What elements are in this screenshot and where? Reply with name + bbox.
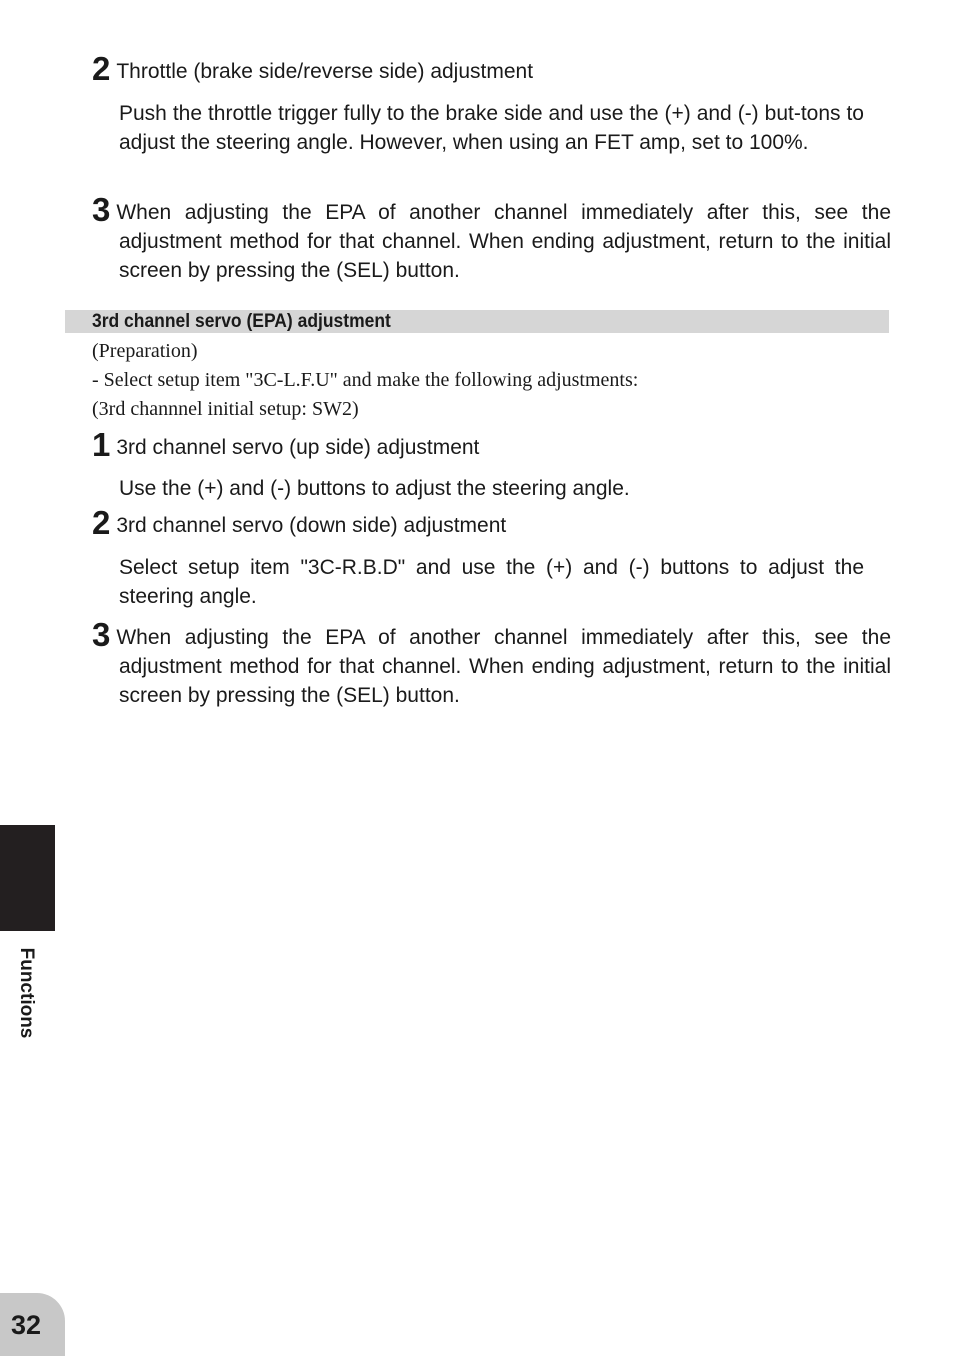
step-2b-body: Select setup item "3C-R.B.D" and use the (+) and (-) buttons to adjust the steering angle. <box>119 556 864 608</box>
step-number: 2 <box>92 504 111 541</box>
section-side-tab <box>0 825 55 931</box>
step-body: When adjusting the EPA of another channel immediately after this, see the adjustment method for that channel. When ending adjustment, return to the initial screen by pressing the (SEL) button. <box>116 626 891 707</box>
preparation-label: (Preparation) <box>92 340 198 362</box>
step-number: 1 <box>92 426 111 463</box>
step-body: When adjusting the EPA of another channel immediately after this, see the adjustment method for that channel. When ending adjustment, return to the initial screen by pressing the (SEL) button. <box>116 201 891 282</box>
step-number: 3 <box>92 191 111 228</box>
side-tab-label: Functions <box>16 947 37 1039</box>
step-title: Throttle (brake side/reverse side) adjustment <box>116 60 534 83</box>
page-number: 32 <box>11 1310 42 1340</box>
preparation-note: (3rd channnel initial setup: SW2) <box>92 398 359 420</box>
step-number: 2 <box>92 50 111 87</box>
step-3b-text <box>92 616 891 710</box>
step-number: 3 <box>92 616 111 653</box>
step-title: 3rd channel servo (down side) adjustment <box>116 514 507 537</box>
section-title: 3rd channel servo (EPA) adjustment <box>92 311 391 332</box>
step-2-body: Push the throttle trigger fully to the brake side and use the (+) and (-) but-tons to adjust the steering angle. However, when using an FET amp, set to 100%. <box>119 102 864 154</box>
step-2-heading <box>92 50 534 87</box>
step-1-body: Use the (+) and (-) buttons to adjust the steering angle. <box>119 477 630 500</box>
preparation-instruction: - Select setup item "3C-L.F.U" and make the following adjustments: <box>92 369 639 391</box>
step-1-heading <box>92 426 480 463</box>
step-2b-heading <box>92 504 507 541</box>
step-title: 3rd channel servo (up side) adjustment <box>116 436 480 459</box>
step-3-text <box>92 191 891 285</box>
section-header-bar <box>65 310 889 333</box>
